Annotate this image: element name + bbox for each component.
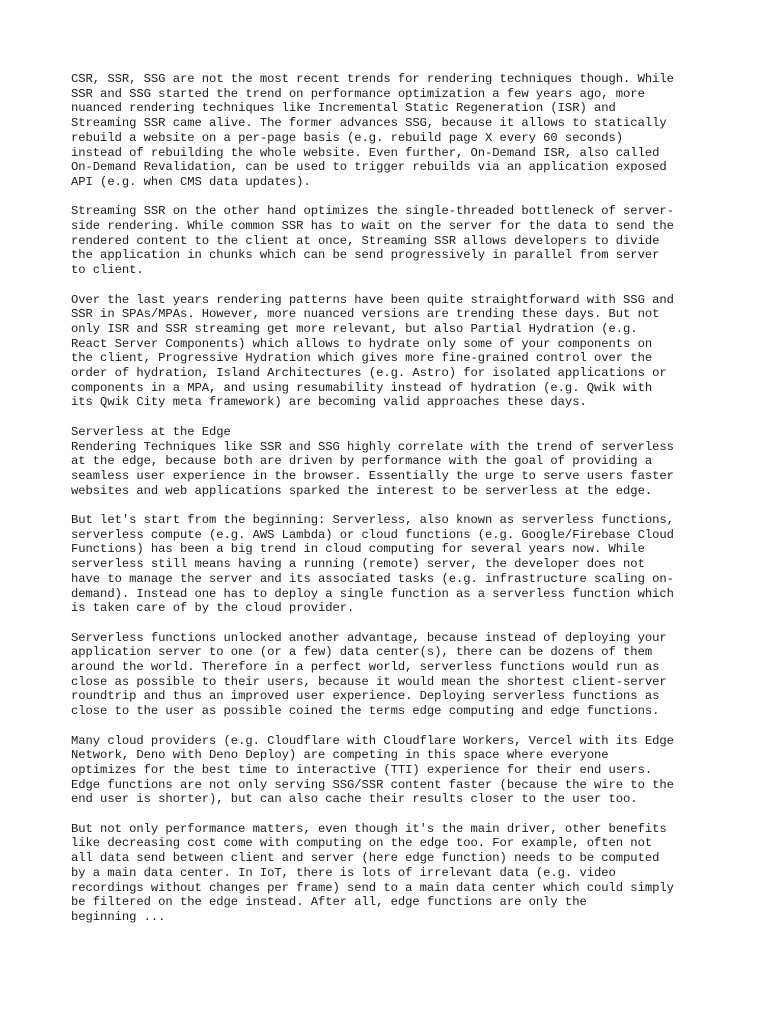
document-page bbox=[71, 72, 711, 939]
paragraph-rendering-serverless-correlation: Rendering Techniques like SSR and SSG highly correlate with the trend of serverless at the edge, because both are driven by performance with the goal of providing a seamless user experience in the browser. Essentially the urge to serve users faster websites and web applications sparked the interest to be serverless at the edge. bbox=[71, 439, 674, 498]
paragraph-serverless-beginning: But let's start from the beginning: Serverless, also known as serverless functions, serverless compute (e.g. AWS Lambda) or cloud functions (e.g. Google/Firebase Cloud Functions) has been a big trend in cloud computing for several years now. While serverless still means having a running (remote) server, the developer does not have to manage the server and its associated tasks (e.g. infrastructure scaling on- demand). Instead one has to deploy a single function as a serverless function which is taken care of by the cloud provider. bbox=[71, 513, 674, 616]
paragraph-edge-benefits: But not only performance matters, even though it's the main driver, other benefits like decreasing cost come with computing on the edge too. For example, often not all data send between client and server (here edge function) needs to be computed by a main data center. In IoT, there is lots of irrelevant data (e.g. video recordings without changes per frame) send to a main data center which could simply be filtered on the edge instead. After all, edge functions are only the beginning ... bbox=[71, 821, 674, 924]
section-heading-serverless-edge: Serverless at the Edge bbox=[71, 424, 231, 439]
paragraph-cloud-providers: Many cloud providers (e.g. Cloudflare with Cloudflare Workers, Vercel with its Edge Network, Deno with Deno Deploy) are competing in this space where everyone optimizes for the best time to interactive (TTI) experience for their end users. Edge functions are not only serving SSG/SSR content faster (because the wire to the end user is shorter), but can also cache their results closer to the user too. bbox=[71, 733, 674, 807]
paragraph-rendering-patterns: Over the last years rendering patterns have been quite straightforward with SSG and SSR in SPAs/MPAs. However, more nuanced versions are trending these days. But not only ISR and SSR streaming get more relevant, but also Partial Hydration (e.g. React Server Components) which allows to hydrate only some of your components on the client, Progressive Hydration which gives more fine-grained control over the order of hydration, Island Architectures (e.g. Astro) for isolated applications or components in a MPA, and using resumability instead of hydration (e.g. Qwik with its Qwik City meta framework) are becoming valid approaches these days. bbox=[71, 292, 674, 410]
paragraph-serverless-advantage: Serverless functions unlocked another advantage, because instead of deploying your application server to one (or a few) data center(s), there can be dozens of them around the world. Therefore in a perfect world, serverless functions would run as close as possible to their users, because it would mean the shortest client-server roundtrip and thus an improved user experience. Deploying serverless functions as close to the user as possible coined the terms edge computing and edge functions. bbox=[71, 630, 667, 719]
paragraph-streaming-ssr: Streaming SSR on the other hand optimizes the single-threaded bottleneck of server- side rendering. While common SSR has to wait on the server for the data to send the rendered content to the client at once, Streaming SSR allows developers to divide the application in chunks which can be send progressively in parallel from server to client. bbox=[71, 204, 674, 278]
paragraph-rendering-trends: CSR, SSR, SSG are not the most recent trends for rendering techniques though. While SSR and SSG started the trend on performance optimization a few years ago, more nuanced rendering techniques like Incremental Static Regeneration (ISR) and Streaming SSR came alive. The former advances SSG, because it allows to statically rebuild a website on a per-page basis (e.g. rebuild page X every 60 seconds) instead of rebuilding the whole website. Even further, On-Demand ISR, also called On-Demand Revalidation, can be used to trigger rebuilds via an application exposed API (e.g. when CMS data updates). bbox=[71, 72, 674, 189]
